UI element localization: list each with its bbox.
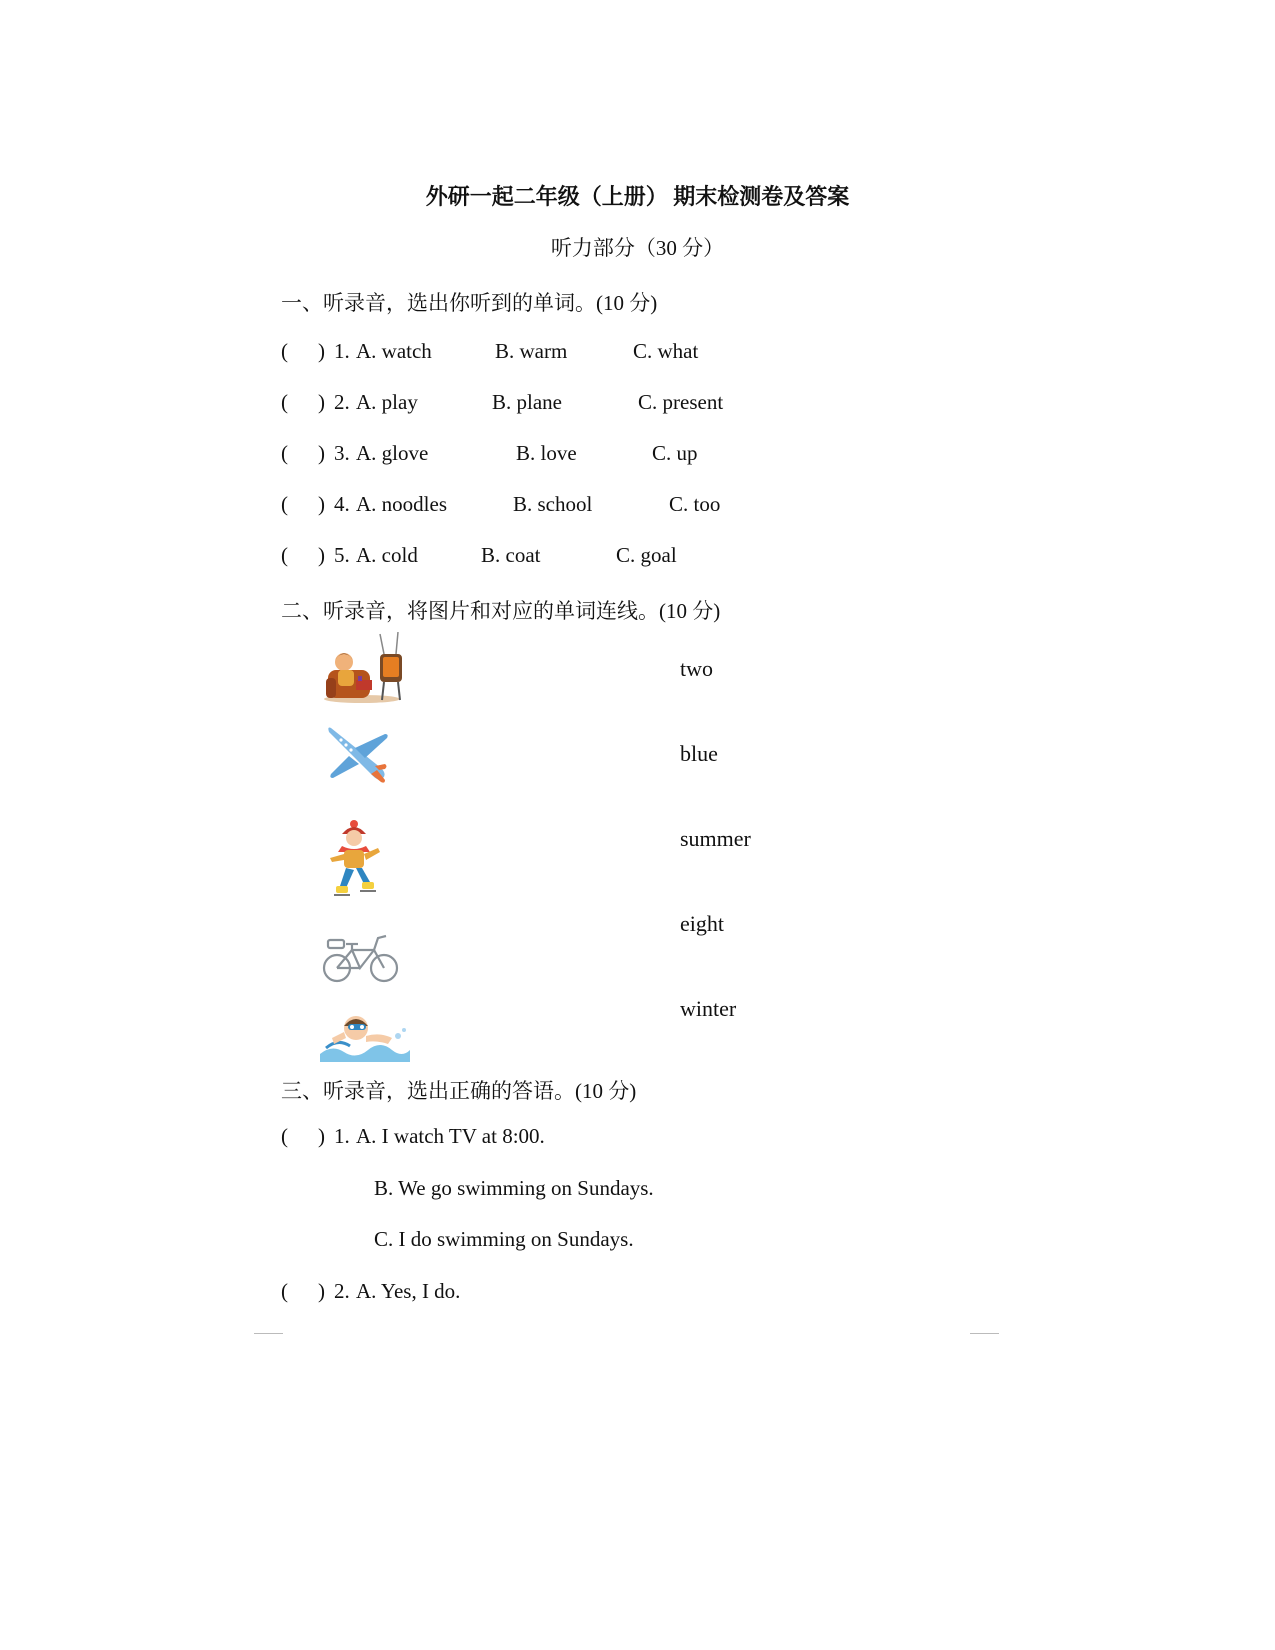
option-a: A. play <box>356 390 418 414</box>
section3-heading: 三、听录音，选出正确的答语。(10 分) <box>281 1079 637 1103</box>
ice-skating-icon[interactable] <box>326 818 384 900</box>
option-a: A. noodles <box>356 492 447 516</box>
answer-blank-open[interactable]: ( <box>281 441 288 465</box>
section2-heading: 二、听录音，将图片和对应的单词连线。(10 分) <box>281 599 721 623</box>
airplane-icon[interactable] <box>325 724 389 786</box>
question-number: 2. <box>334 1279 350 1303</box>
option-b: B. warm <box>495 339 568 363</box>
swimming-icon[interactable] <box>318 1010 412 1062</box>
question-number: 1. <box>334 1124 350 1148</box>
answer-blank-close: ) <box>318 492 325 516</box>
option-b: B. love <box>516 441 577 465</box>
section1-heading: 一、听录音，选出你听到的单词。(10 分) <box>281 291 658 315</box>
answer-blank-open[interactable]: ( <box>281 1279 288 1303</box>
option-c: C. what <box>633 339 699 363</box>
word-winter[interactable]: winter <box>680 996 737 1021</box>
watching-tv-icon[interactable] <box>322 632 408 704</box>
option-b: B. We go swimming on Sundays. <box>374 1176 654 1200</box>
bicycle-icon[interactable] <box>322 928 400 986</box>
option-c: C. I do swimming on Sundays. <box>374 1227 634 1251</box>
word-summer[interactable]: summer <box>680 826 751 851</box>
page-title: 外研一起二年级（上册） 期末检测卷及答案 <box>425 184 850 209</box>
option-b: B. coat <box>481 543 541 567</box>
answer-blank-open[interactable]: ( <box>281 339 288 363</box>
answer-blank-open[interactable]: ( <box>281 1124 288 1148</box>
option-c: C. goal <box>616 543 677 567</box>
option-c: C. present <box>638 390 724 414</box>
word-eight[interactable]: eight <box>680 911 724 936</box>
question-number: 3. <box>334 441 350 465</box>
question-number: 5. <box>334 543 350 567</box>
answer-blank-open[interactable]: ( <box>281 543 288 567</box>
listening-subtitle: 听力部分（30 分） <box>550 236 725 260</box>
answer-blank-close: ) <box>318 390 325 414</box>
question-number: 1. <box>334 339 350 363</box>
option-a: A. I watch TV at 8:00. <box>356 1124 545 1148</box>
page-margin-mark-left <box>254 1333 283 1334</box>
option-a: A. glove <box>356 441 429 465</box>
word-two[interactable]: two <box>680 656 713 681</box>
answer-blank-open[interactable]: ( <box>281 492 288 516</box>
option-b: B. school <box>513 492 593 516</box>
option-a: A. cold <box>356 543 418 567</box>
page-margin-mark-right <box>970 1333 999 1334</box>
option-b: B. plane <box>492 390 562 414</box>
answer-blank-open[interactable]: ( <box>281 390 288 414</box>
option-c: C. up <box>652 441 698 465</box>
word-blue[interactable]: blue <box>680 741 718 766</box>
option-c: C. too <box>669 492 721 516</box>
question-number: 2. <box>334 390 350 414</box>
answer-blank-close: ) <box>318 1124 325 1148</box>
option-a: A. watch <box>356 339 432 363</box>
answer-blank-close: ) <box>318 441 325 465</box>
option-a: A. Yes, I do. <box>356 1279 461 1303</box>
answer-blank-close: ) <box>318 339 325 363</box>
question-number: 4. <box>334 492 350 516</box>
answer-blank-close: ) <box>318 543 325 567</box>
answer-blank-close: ) <box>318 1279 325 1303</box>
